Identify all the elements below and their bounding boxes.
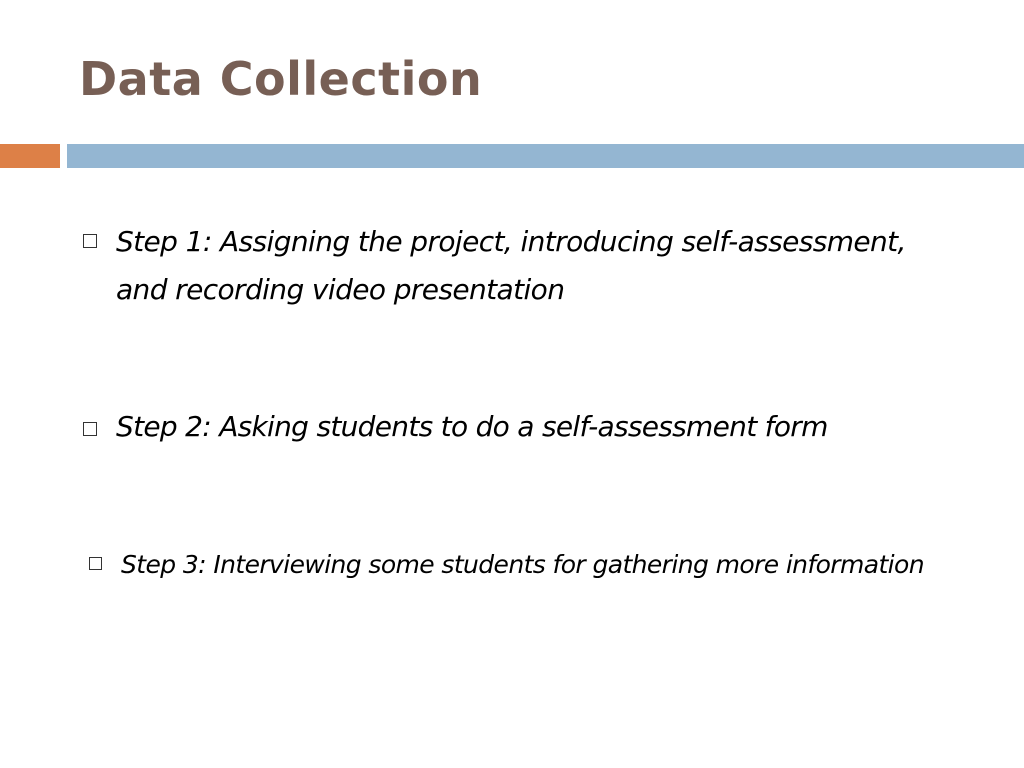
bullet-text-step-3: Step 3: Interviewing some students for gathering more information bbox=[121, 550, 924, 579]
square-bullet-icon bbox=[83, 234, 97, 248]
title-accent-blue-bar bbox=[67, 144, 1024, 168]
bullet-text-step-2: Step 2: Asking students to do a self-assessment form bbox=[116, 410, 828, 443]
bullet-text-step-1: Step 1: Assigning the project, introducing self-assessment, and recording video presentation bbox=[116, 225, 906, 306]
square-bullet-icon bbox=[83, 422, 97, 436]
slide-title: Data Collection bbox=[79, 52, 483, 106]
title-accent-orange-bar bbox=[0, 144, 60, 168]
square-bullet-icon bbox=[89, 557, 102, 570]
